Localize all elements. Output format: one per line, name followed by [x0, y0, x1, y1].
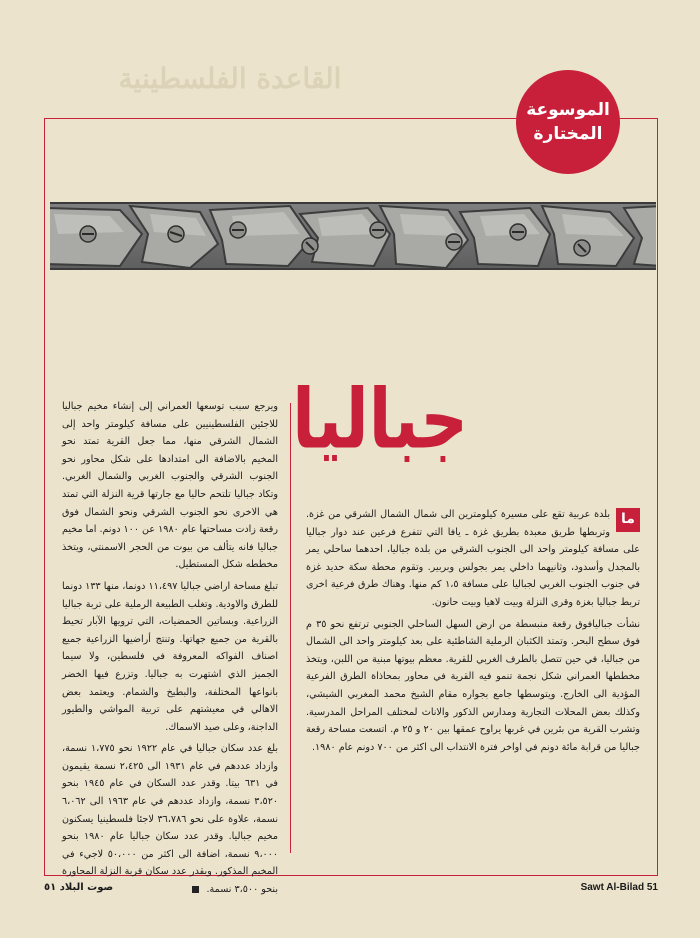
badge-line-1: الموسوعة	[526, 100, 610, 120]
page-footer	[44, 880, 658, 900]
footer-latin-folio: Sawt Al-Bilad 51	[580, 882, 658, 893]
paragraph-5	[62, 740, 278, 898]
column-divider	[290, 403, 291, 853]
footer-arabic-folio: صوت البلاد ٥١	[44, 882, 114, 893]
right-column	[306, 506, 640, 760]
header-photo-strip	[50, 202, 656, 270]
left-column	[62, 398, 278, 903]
metal-plates-image	[50, 204, 656, 268]
paragraph-3: ويرجع سبب توسعها العمراني إلى إنشاء مخيم جباليا للاجئين الفلسطينيين على مسافة كيلومتر واحد إلى الشمال الشرقي منها، مما جعل القرية تمتد نحو المخيم بالاضافة الى امتدادها على شكل محاور نحو الجنوب الشرقي والجنوب الغربي والشمال الغربي. وتكاد جباليا تلتحم حاليا مع جارتها قرية النزلة التي تمتد هي الاخرى نحو الجنوب الشرقي ونحو الشمال فوق رقعة زادت مساحتها عام ١٩٨٠ عن ١٠٠ دونم. اما مخيم جباليا فانه يتألف من بيوت من الحجر الاسمنتي، ويتخذ مخططه شكل المستطيل.	[62, 401, 278, 571]
paragraph-2: نشأت جباليافوق رقعة منبسطة من ارض السهل الساحلي الجنوبي ترتفع نحو ٣٥ م فوق سطح البحر. وتمتد الكثبان الرملية الشاطئية على بعد كيلومتر واحد الى الشمال من جباليا، في حين تتصل بالطرف الغربي للقرية. معظم بيوتها مبنية من اللبن، ويتخذ مخططها العمراني شكل نجمة تنمو فيه القرية في محاور بمحاذاة الطرق الفرعية المؤدية الى الخارج. ويتوسطها جامع بجواره مقام الشيخ محمد المغربي الشيشي، وكذلك بعض المحلات التجارية ومدارس الذكور والاناث لمختلف المراحل المدرسية. وتشرب القرية من بئرين في غربها يراوح عمقها بين ٢٠ و ٢٥ م. اتسعت مساحة رقعة جباليا من قرابة مائة دونم في اواخر فترة الانتداب الى اكثر من ٧٠٠ دونم عام ١٩٨٠.	[306, 618, 640, 753]
paragraph-5-text: بلغ عدد سكان جباليا في عام ١٩٢٢ نحو ١،٧٧٥ نسمة، وازداد عددهم في عام ١٩٣١ الى ٢،٤٢٥ نسمة يقيمون في ٦٣١ بيتا. وقدر عدد السكان في عام ١٩٤٥ بنحو ٣،٥٢٠ نسمة، وازداد عددهم في عام ١٩٦٣ الى ٦،٠٦٢ نسمة، علاوة على نحو ٣٦،٧٨٦ لاجئا فلسطينيا يسكنون مخيم جباليا. وقدر عدد سكان جباليا عام ١٩٨٠ بنحو ٩،٠٠٠ نسمة، اضافة الى اكثر من ٥٠،٠٠٠ لاجيء في المخيم المذكور. ويقدر عدد سكان قرية النزلة المجاورة بنحو ٣،٥٠٠ نسمة.	[62, 743, 279, 896]
dropcap: ما	[616, 508, 640, 532]
faded-watermark: القاعدة الفلسطينية	[118, 62, 342, 95]
paragraph-1	[306, 506, 640, 612]
paragraph-1-text: بلدة عربية تقع على مسيرة كيلومترين الى شمال الشمال الشرقي من غزة. وتربطها طريق معبدة بطريق غزة ـ يافا التي تتفرع فرعين عند دوار جباليا على مسافة كيلومتر واحد الى الجنوب الشرقي من بلدة جباليا، احدهما ساحلي يمر بالمجدل وأسدود، وثانيهما داخلي يمر بجولس وبربير. وتقوم محطة سكة حديد غزة في جنوب الجنوب الغربي لجباليا على مسافة ١،٥ كم منها. وهناك طرق فرعية اخرى تربط جباليا بغزة وقرى النزلة وبيت لاهيا وبيت حانون.	[306, 509, 640, 608]
badge-line-2: المختارة	[533, 124, 603, 144]
paragraph-4: تبلغ مساحة اراضي جباليا ١١،٤٩٧ دونما، منها ١٣٣ دونما للطرق والاودية. وتغلب الطبيعة الرملية على تربة جباليا الزراعية. وبساتين الحمضيات، التي ترويها الآبار تحيط بالقرية من جميع جهاتها. وتنتج أراضيها الزراعية جميع اصناف الفواكه المعروفة في فلسطين، ولا سيما الجميز الذي اشتهرت به جباليا. وتزرع فيها الخضر بانواعها المختلفة، والبطيخ والشمام. ويعتمد بعض الاهالي في معيشتهم على تربية المواشي والطيور الداجنة، وعلى صيد الاسماك.	[62, 580, 278, 733]
article-title: جباليا	[292, 371, 468, 468]
section-badge	[516, 70, 620, 174]
